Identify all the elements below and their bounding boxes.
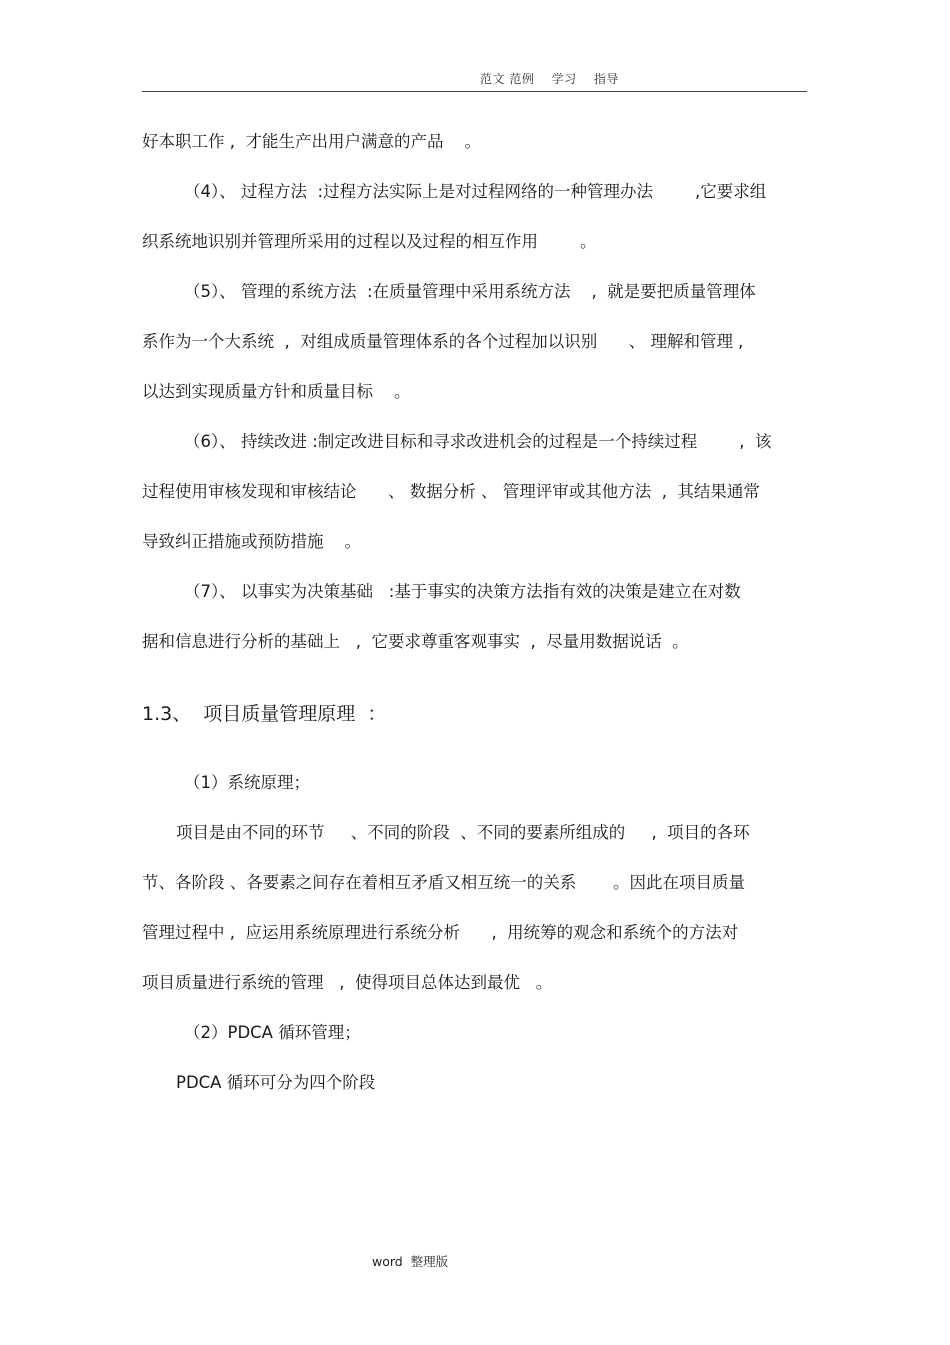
body-line-10: （7）、 以事实为决策基础 :基于事实的决策方法指有效的决策是建立在对数 bbox=[184, 582, 741, 601]
body-line-13: 节、各阶段 、各要素之间存在着相互矛盾又相互统一的关系 。因此在项目质量 bbox=[142, 873, 745, 892]
body-line-1: 好本职工作 , 才能生产出用户满意的产品 。 bbox=[142, 132, 481, 151]
body-line-2: （4）、 过程方法 :过程方法实际上是对过程网络的一种管理办法 ,它要求组 bbox=[184, 182, 767, 201]
body-line-9: 导致纠正措施或预防措施 。 bbox=[142, 532, 361, 551]
body-line-4: （5）、 管理的系统方法 :在质量管理中采用系统方法 , 就是要把质量管理体 bbox=[184, 282, 756, 301]
body-line-15: 项目质量进行系统的管理 , 使得项目总体达到最优 。 bbox=[142, 973, 553, 992]
body-line-16: PDCA 循环可分为四个阶段 bbox=[176, 1073, 376, 1092]
subsection-pdca: （2）PDCA 循环管理； bbox=[184, 1023, 361, 1042]
subsection-system-principle: （1）系统原理； bbox=[184, 773, 310, 792]
header-divider bbox=[142, 91, 807, 92]
body-line-14: 管理过程中 , 应运用系统原理进行系统分析 , 用统筹的观念和系统个的方法对 bbox=[142, 923, 739, 942]
body-line-7: （6）、 持续改进 :制定改进目标和寻求改进机会的过程是一个持续过程 , 该 bbox=[184, 432, 772, 451]
section-heading: 1.3、 项目质量管理原理 ： bbox=[142, 703, 387, 725]
page-header: 范文 范例 学习 指导 bbox=[480, 72, 619, 86]
page-footer: word 整理版 bbox=[372, 1254, 449, 1269]
body-line-12: 项目是由不同的环节 、不同的阶段 、不同的要素所组成的 , 项目的各环 bbox=[176, 823, 750, 842]
body-line-5: 系作为一个大系统 , 对组成质量管理体系的各个过程加以识别 、 理解和管理 , bbox=[142, 332, 744, 351]
body-line-3: 织系统地识别并管理所采用的过程以及过程的相互作用 。 bbox=[142, 232, 597, 251]
body-line-8: 过程使用审核发现和审核结论 、 数据分析 、 管理评审或其他方法 , 其结果通常 bbox=[142, 482, 760, 501]
body-line-6: 以达到实现质量方针和质量目标 。 bbox=[142, 382, 411, 401]
body-line-11: 据和信息进行分析的基础上 , 它要求尊重客观事实 , 尽量用数据说话 。 bbox=[142, 632, 689, 651]
